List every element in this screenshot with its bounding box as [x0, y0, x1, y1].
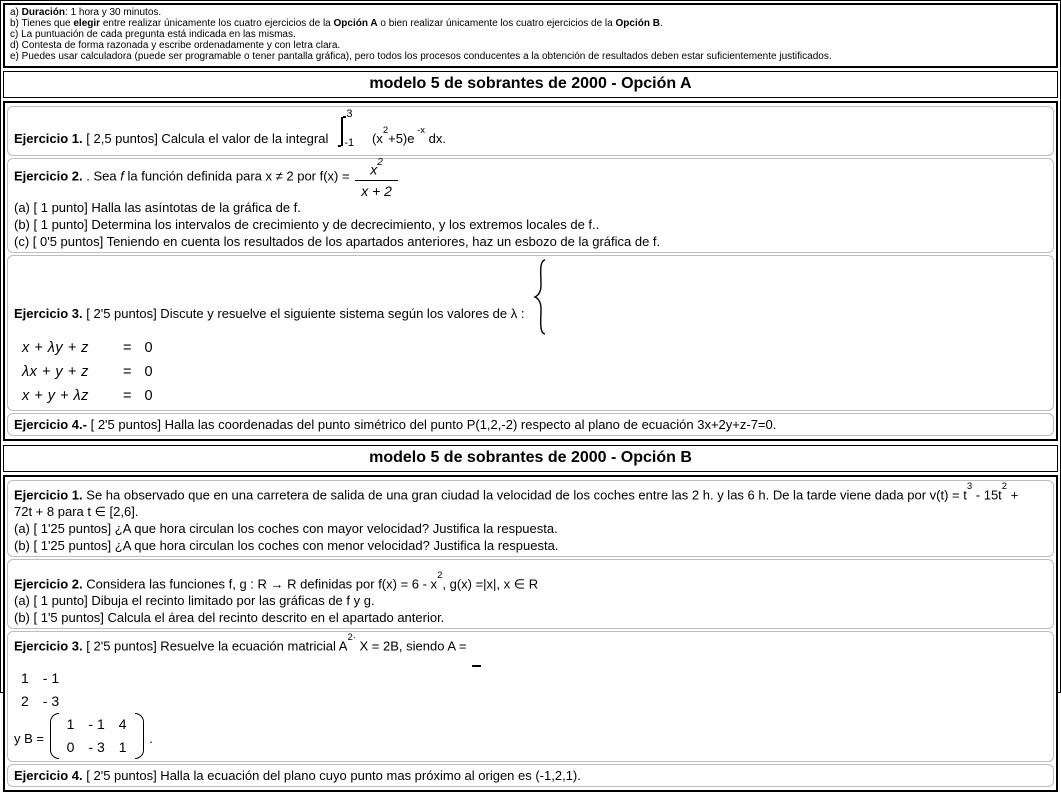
left-brace-icon [532, 258, 548, 336]
exponent: 2 [437, 569, 443, 581]
statement-text: [ 2'5 puntos] Resuelve la ecuación matricial A [82, 638, 348, 654]
exercise-b2-item-b: (b) [ 1'5 puntos] Calcula el área del recinto descrito en el apartado anterior. [14, 610, 445, 626]
option-b-title [3, 445, 1058, 472]
matrix-a-values [14, 667, 66, 713]
numerator-exponent: 2 [377, 157, 383, 168]
exponent: -x [414, 124, 426, 136]
exercise-a2-statement [14, 157, 1047, 199]
statement-text: Se ha observado que en una carretera de salida de una gran ciudad la velocidad de los coches entre las 2 h. y las 6 h. De la tarde viene dada por v(t) = t [82, 486, 967, 502]
system-row [14, 360, 157, 384]
exercise-b1-item-a: (a) [ 1'25 puntos] ¿A que hora circulan los coches con mayor velocidad? Justifica la respuesta. [14, 520, 558, 536]
equation-lhs: λx + y + z [22, 363, 89, 380]
exercise-a4-statement [14, 416, 1047, 433]
exercise-a2-item-a: (a) [ 1 punto] Halla las asíntotas de la gráfica de f. [14, 199, 301, 215]
option-b-box [3, 475, 1058, 792]
instruction-line-c: c) La puntuación de cada pregunta está indicada en las mismas. [10, 29, 296, 40]
instruction-bold: elegir [73, 18, 101, 29]
instruction-line-e: e) Puedes usar calculadora (puede ser programable o tener pantalla gráfica), pero todos los procesos conducentes a la obtención de resultados deben estar suficientemente justificados. [10, 51, 832, 62]
statement-text: y B = [14, 730, 48, 746]
system-row [14, 336, 157, 360]
option-b-title-text: modelo 5 de sobrantes de 2000 - Opción B [369, 448, 692, 466]
exercise-b1-statement [14, 480, 1047, 520]
matrix-a [472, 665, 482, 667]
matrix-cell: - 1 [88, 715, 105, 732]
statement-text: , g(x) =|x|, x ∈ R [442, 576, 539, 592]
instruction-text: o bien realizar únicamente los cuatro ejercicios de la [377, 18, 616, 29]
exercise-label: Ejercicio 1. [14, 486, 83, 502]
exercise-b4-statement [14, 767, 1047, 784]
exercise-label: Ejercicio 3. [14, 638, 83, 654]
fraction-numerator [355, 157, 398, 181]
statement-text: . Sea [82, 168, 121, 184]
instruction-line-d: d) Contesta de forma razonada y escribe ordenadamente y con letra clara. [10, 40, 341, 51]
left-paren-icon [472, 665, 481, 667]
statement-text: la función definida para x ≠ 2 por f(x) = [123, 168, 354, 184]
exercise-label: Ejercicio 2. [14, 168, 83, 184]
statement-text: [ 2'5 puntos] Halla las coordenadas del punto simétrico del punto P(1,2,-2) respecto al plano de ecuación 3x+2y+z-7=0. [86, 416, 777, 432]
exponent: 2 [1001, 480, 1008, 492]
matrix-cell: 0 [66, 738, 75, 755]
equation-lhs: x + y + λz [22, 387, 89, 404]
equals-sign: = [123, 363, 132, 380]
instruction-text: : 1 hora y 30 minutos. [65, 7, 162, 18]
matrix-row [14, 690, 66, 713]
statement-text: [ 2,5 puntos] Calcula el valor de la integral [82, 131, 329, 146]
instruction-text: . [659, 18, 663, 29]
exercise-b3-statement [14, 634, 1047, 666]
exercise-a1 [7, 106, 1054, 156]
function-name: f [120, 168, 124, 184]
instruction-bold: Opción A [333, 18, 378, 29]
fraction [355, 157, 398, 199]
instruction-bold: Opción B [615, 18, 660, 29]
matrix-cell: 1 [118, 738, 127, 755]
statement-text: [ 2'5 puntos] Halla la ecuación del plano cuyo punto mas próximo al origen es (-1,2,1). [82, 767, 581, 783]
integral-upper-limit: 3 [346, 108, 353, 120]
matrix-cell: 4 [118, 715, 127, 732]
statement-text: - 15t [972, 486, 1002, 502]
exercise-a1-statement [14, 109, 1047, 153]
instruction-text: entre realizar únicamente los cuatro ejercicios de la [100, 18, 334, 29]
exercise-a3-statement [14, 258, 1047, 336]
exercise-a2-item-c: (c) [ 0'5 puntos] Teniendo en cuenta los resultados de los apartados anteriores, haz un esbozo de la gráfica de f. [14, 233, 661, 249]
exercise-a2-item-b: (b) [ 1 punto] Determina los intervalos de crecimiento y de decrecimiento, y los extremos locales de f.. [14, 216, 600, 232]
matrix-row [60, 736, 134, 759]
exercise-label: Ejercicio 2. [14, 576, 83, 592]
equation-rhs: 0 [144, 387, 153, 404]
exponent: 2 [382, 124, 389, 136]
integral-bar [341, 117, 343, 146]
equation-rhs: 0 [144, 339, 153, 356]
exponent: 3 [966, 480, 973, 492]
matrix-cell: - 1 [42, 669, 60, 686]
equals-sign: = [123, 339, 132, 356]
statement-text: Considera las funciones f, g : R → R definidas por f(x) = 6 - x [82, 576, 438, 592]
exercise-b2 [7, 559, 1054, 629]
exercise-a2 [7, 158, 1054, 253]
equals-sign: = [123, 387, 132, 404]
equation-rhs: 0 [144, 363, 153, 380]
exercise-b4 [7, 764, 1054, 787]
exercise-b3 [7, 631, 1054, 761]
instruction-text: a) [10, 7, 22, 18]
matrix-cell: 1 [66, 715, 75, 732]
exercise-b2-item-a: (a) [ 1 punto] Dibuja el recinto limitado por las gráficas de f y g. [14, 593, 375, 609]
instructions-box [3, 3, 1058, 68]
matrix-cell: - 3 [42, 692, 60, 709]
statement-text: dx. [425, 131, 447, 146]
instruction-bold: Duración [21, 7, 66, 18]
option-a-box [3, 101, 1058, 441]
exercise-b1 [7, 480, 1054, 557]
exercise-b1-item-b: (b) [ 1'25 puntos] ¿A que hora circulan los coches con menor velocidad? Justifica la respuesta. [14, 537, 559, 553]
numerator-base: x [370, 161, 378, 178]
statement-text: X = 2B, siendo A = [355, 638, 471, 654]
statement-text: 72t + 8 para t ∈ [2,6]. [14, 503, 139, 519]
statement-text: (x [368, 131, 383, 146]
exercise-label: Ejercicio 4. [14, 767, 83, 783]
instruction-line-b [10, 18, 1051, 29]
statement-text: [ 2'5 puntos] Discute y resuelve el siguiente sistema según los valores de λ : [82, 305, 529, 321]
exponent: 2· [347, 632, 356, 644]
exercise-label: Ejercicio 3. [14, 305, 83, 321]
matrix-cell: - 3 [88, 738, 105, 755]
system-equations [14, 336, 157, 408]
matrix-cell: 2 [21, 692, 29, 709]
statement-text: + [1007, 486, 1019, 502]
instruction-text: b) Tienes que [10, 18, 74, 29]
equation-lhs: x + λy + z [22, 339, 89, 356]
system-row [14, 384, 157, 408]
equation-system [532, 258, 548, 336]
exercise-a3 [7, 255, 1054, 411]
fraction-denominator: x + 2 [361, 182, 392, 199]
statement-text: +5)e [388, 131, 415, 146]
matrix-b-values [60, 713, 134, 759]
left-paren-icon [50, 713, 59, 759]
matrix-row [14, 667, 66, 690]
matrix-row [60, 713, 134, 736]
exercise-a4 [7, 413, 1054, 436]
instruction-line-a [10, 7, 1051, 18]
exercise-label: Ejercicio 1. [14, 131, 83, 146]
matrix-b [50, 713, 144, 759]
exercise-b2-statement [14, 569, 1047, 592]
right-paren-icon [135, 713, 144, 759]
integral-icon [328, 109, 368, 153]
option-a-title-text: modelo 5 de sobrantes de 2000 - Opción A [369, 75, 692, 92]
integral-lower-limit: -1 [344, 137, 355, 149]
matrix-cell: 1 [21, 669, 29, 686]
option-a-title [3, 71, 1058, 98]
statement-text: . [145, 730, 153, 746]
exercise-label: Ejercicio 4.- [14, 416, 87, 432]
